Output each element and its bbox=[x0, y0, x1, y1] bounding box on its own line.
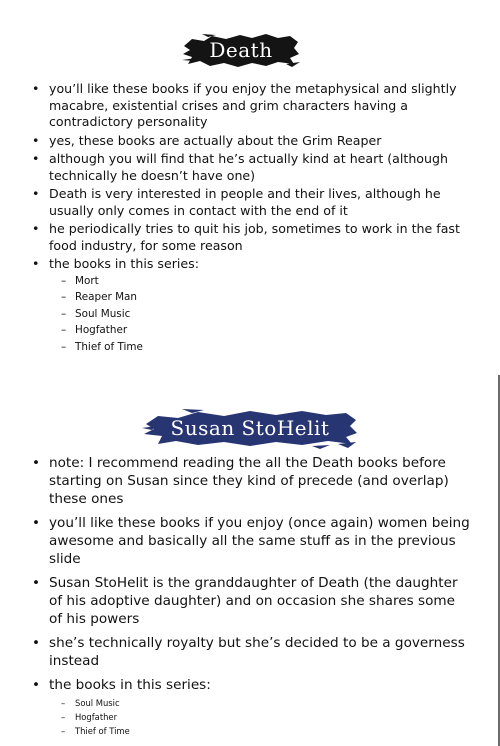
list-item: • you’ll like these books if you enjoy (once again) women being awesome and basically all the same stuff as in the previous slide bbox=[32, 514, 472, 568]
list-item: • Death is very interested in people and their lives, although he usually only comes in contact with the end of it bbox=[32, 186, 472, 219]
death-books-list bbox=[49, 273, 472, 356]
list-item: • he periodically tries to quit his job, sometimes to work in the fast food industry, for some reason bbox=[32, 221, 472, 254]
book-item: – Soul Music bbox=[61, 696, 472, 710]
list-item: • yes, these books are actually about the Grim Reaper bbox=[32, 133, 472, 150]
susan-slide bbox=[0, 380, 500, 746]
book-item: – Hogfather bbox=[61, 710, 472, 724]
death-title-banner bbox=[182, 30, 300, 70]
list-item: • you’ll like these books if you enjoy the metaphysical and slightly macabre, existential crises and grim characters having a contradictory personality bbox=[32, 81, 472, 131]
books-label: the books in this series: bbox=[49, 256, 199, 271]
susan-title-banner bbox=[142, 406, 358, 450]
book-item: – Reaper Man bbox=[61, 289, 472, 306]
book-item: – Soul Music bbox=[61, 306, 472, 323]
book-item: – Hogfather bbox=[61, 322, 472, 339]
list-item bbox=[32, 256, 472, 355]
list-item: • note: I recommend reading the all the Death books before starting on Susan since they kind of precede (and overlap) these ones bbox=[32, 454, 472, 508]
susan-title: Susan StoHelit bbox=[170, 416, 330, 440]
list-item bbox=[32, 676, 472, 738]
death-bullet-list bbox=[32, 81, 472, 357]
books-label: the books in this series: bbox=[49, 677, 211, 693]
list-item: • Susan StoHelit is the granddaughter of Death (the daughter of his adoptive daughter) and on occasion she shares some of his powers bbox=[32, 574, 472, 628]
book-item: – Mort bbox=[61, 273, 472, 290]
list-item: • she’s technically royalty but she’s decided to be a governess instead bbox=[32, 634, 472, 670]
susan-books-list bbox=[49, 696, 472, 738]
book-item: – Thief of Time bbox=[61, 724, 472, 738]
list-item: • although you will find that he’s actually kind at heart (although technically he doesn’t have one) bbox=[32, 151, 472, 184]
susan-bullet-list bbox=[32, 454, 472, 744]
book-item: – Thief of Time bbox=[61, 339, 472, 356]
death-title: Death bbox=[209, 38, 273, 62]
